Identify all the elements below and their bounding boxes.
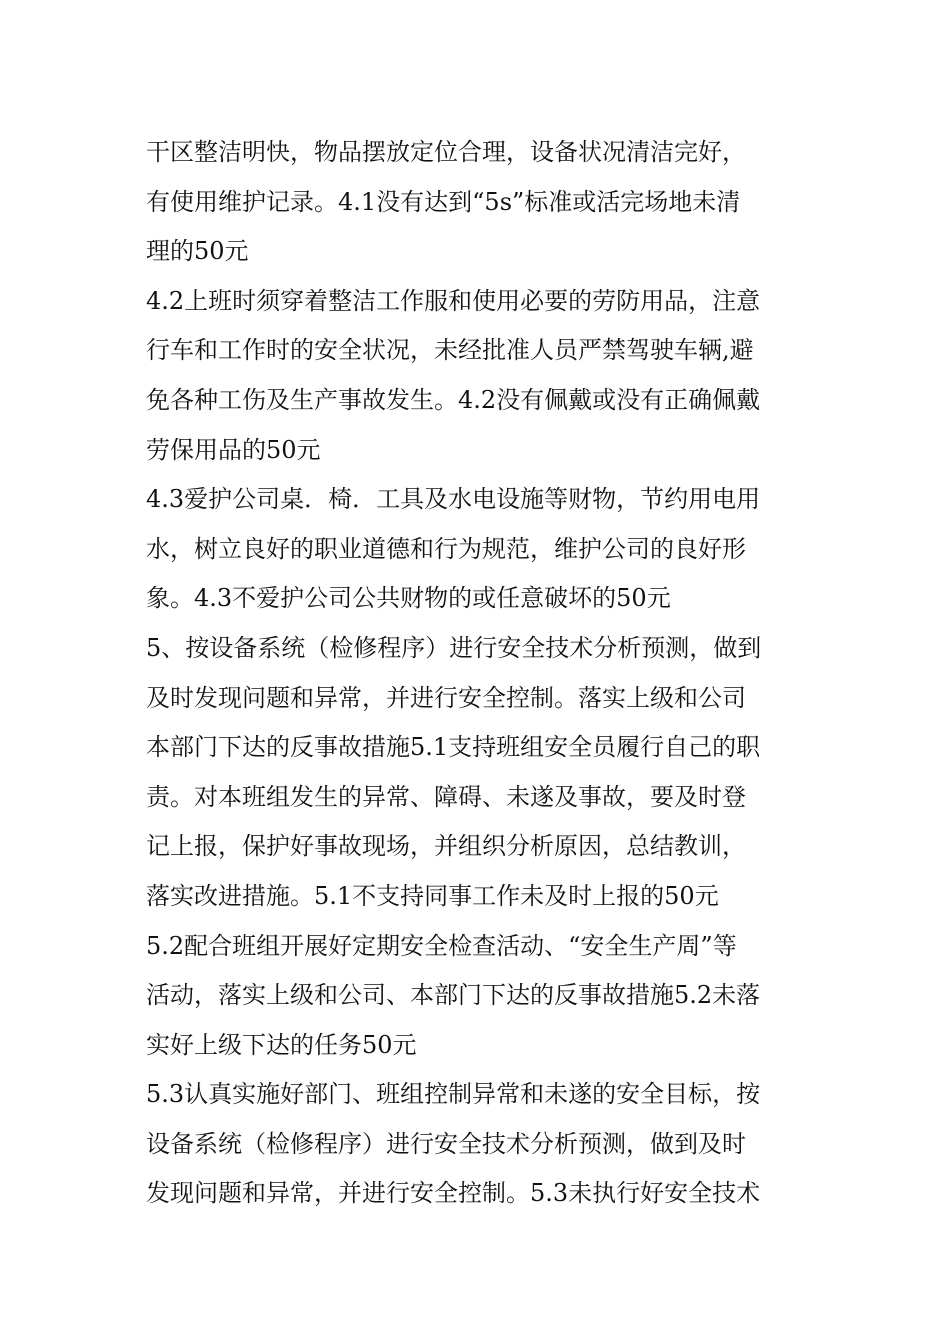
text-line: 4.3爱护公司桌．椅．工具及水电设施等财物，节约用电用 bbox=[146, 485, 761, 514]
text-line: 5.2配合班组开展好定期安全检查活动、“安全生产周”等 bbox=[146, 931, 737, 960]
text-line: 实好上级下达的任务50元 bbox=[146, 1030, 417, 1059]
text-line: 4.2上班时须穿着整洁工作服和使用必要的劳防用品，注意 bbox=[146, 286, 761, 315]
text-line: 5、按设备系统（检修程序）进行安全技术分析预测，做到 bbox=[146, 633, 762, 662]
text-line: 责。对本班组发生的异常、障碍、未遂及事故，要及时登 bbox=[146, 782, 746, 811]
text-line: 活动，落实上级和公司、本部门下达的反事故措施5.2未落 bbox=[146, 981, 761, 1010]
text-line: 行车和工作时的安全状况，未经批准人员严禁驾驶车辆,避 bbox=[146, 336, 754, 365]
body-text bbox=[146, 128, 816, 1219]
text-line: 本部门下达的反事故措施5.1支持班组安全员履行自己的职 bbox=[146, 733, 761, 762]
text-line: 发现问题和异常，并进行安全控制。5.3未执行好安全技术 bbox=[146, 1179, 761, 1208]
text-line: 象。4.3不爱护公司公共财物的或任意破坏的50元 bbox=[146, 584, 671, 613]
text-line: 理的50元 bbox=[146, 237, 249, 266]
text-line: 设备系统（检修程序）进行安全技术分析预测，做到及时 bbox=[146, 1129, 746, 1158]
text-line: 免各种工伤及生产事故发生。4.2没有佩戴或没有正确佩戴 bbox=[146, 385, 761, 414]
text-line: 记上报，保护好事故现场，并组织分析原因，总结教训， bbox=[146, 832, 746, 861]
text-line: 劳保用品的50元 bbox=[146, 435, 321, 464]
text-line: 5.3认真实施好部门、班组控制异常和未遂的安全目标，按 bbox=[146, 1080, 761, 1109]
text-line: 水，树立良好的职业道德和行为规范，维护公司的良好形 bbox=[146, 534, 746, 563]
text-line: 干区整洁明快，物品摆放定位合理，设备状况清洁完好， bbox=[146, 138, 746, 166]
text-line: 落实改进措施。5.1不支持同事工作未及时上报的50元 bbox=[146, 881, 719, 910]
text-line: 有使用维护记录。4.1没有达到“5s”标准或活完场地未清 bbox=[146, 187, 741, 216]
text-line: 及时发现问题和异常，并进行安全控制。落实上级和公司 bbox=[146, 683, 746, 712]
